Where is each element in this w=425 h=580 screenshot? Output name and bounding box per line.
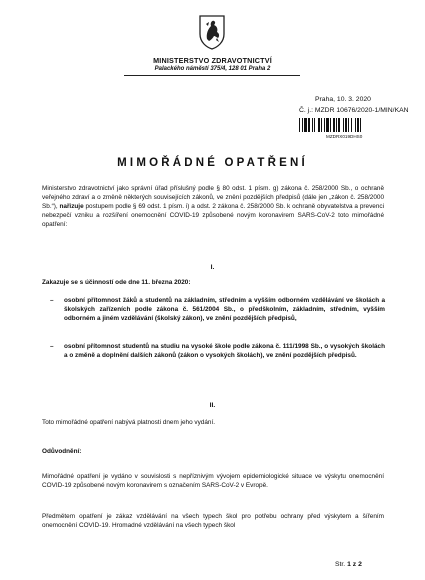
reference-number: Č. j.: MZDR 10676/2020-1/MIN/KAN: [299, 107, 409, 114]
header-divider: [124, 75, 300, 76]
section-2-heading: II.: [209, 402, 216, 409]
document-title: MIMOŘÁDNÉ OPATŘENÍ: [117, 157, 308, 169]
reasoning-paragraph-2: Předmětem opatření je zákaz vzdělávání na všech typech škol pro potřebu ochrany před výskytem a šířením onemocnění COVID-19. Hromadné vzdělávání na všech typech škol: [42, 513, 384, 529]
reasoning-heading: Odůvodnění:: [42, 448, 82, 455]
section-1-lead: Zakazuje se s účinností ode dne 11. března 2020:: [42, 279, 191, 286]
reasoning-paragraph-1: Mimořádné opatření je vydáno v souvislosti s nepříznivým vývojem epidemiologické situace ve výskytu onemocnění COVID-19 způsobené novým koronavirem s označením SARS-CoV-2 v Evropě.: [42, 473, 384, 489]
intro-text-1: Ministerstvo zdravotnictví jako správní úřad příslušný podle § 80 odst. 1 písm. g) zákona č. 258/2000 Sb., o ochraně veřejného zdraví a o změně některých souvisejících zákonů, ve znění pozdějších předpisů (dále jen „zákon č. 258/2000 Sb.“),: [42, 185, 384, 210]
barcode-icon: [299, 118, 385, 132]
page-of: z: [352, 561, 357, 568]
list-item: [50, 296, 385, 323]
list-item: [50, 342, 385, 360]
state-emblem-icon: [198, 14, 226, 50]
page-label: Str.: [335, 561, 346, 568]
section-2-text: Toto mimořádné opatření nabývá platnosti dnem jeho vydání.: [42, 419, 216, 426]
list-item-text: osobní přítomnost žáků a studentů na základním, středním a vyšším odborném vzdělávání ve školách a školských zařízeních podle zákona č. 561/2004 Sb., o předškolním, základním, středním, vyšším odborném a jiném vzdělávání (školský zákon), ve znění pozdějších předpisů,: [64, 297, 385, 322]
ministry-name: MINISTERSTVO ZDRAVOTNICTVÍ: [153, 56, 272, 65]
page-number: [335, 561, 362, 568]
document-date: Praha, 10. 3. 2020: [315, 96, 371, 103]
page-total: 2: [358, 561, 362, 568]
intro-text-2: postupem podle § 69 odst. 1 písm. i) a odst. 2 zákona č. 258/2000 Sb. k ochraně obyvatelstva a prevenci nebezpečí vzniku a rozšíření onemocnění COVID-19 způsobené novým koronavirem SARS-CoV-2 toto mimořádné opatření:: [42, 203, 384, 228]
intro-verb: nařizuje: [59, 203, 84, 210]
bullet-mark: –: [50, 297, 54, 304]
barcode-text: MZDRX019DHS0: [326, 134, 363, 139]
intro-paragraph: [42, 184, 384, 229]
section-1-heading: I.: [210, 264, 215, 271]
bullet-mark: –: [50, 343, 54, 350]
page-current: 1: [347, 561, 351, 568]
ministry-address: Palackého náměstí 375/4, 128 01 Praha 2: [154, 66, 271, 72]
list-item-text: osobní přítomnost studentů na studiu na vysoké škole podle zákona č. 111/1998 Sb., o vysokých školách a o změně a doplnění dalších zákonů (zákon o vysokých školách), ve znění pozdějších předpisů.: [64, 343, 385, 359]
